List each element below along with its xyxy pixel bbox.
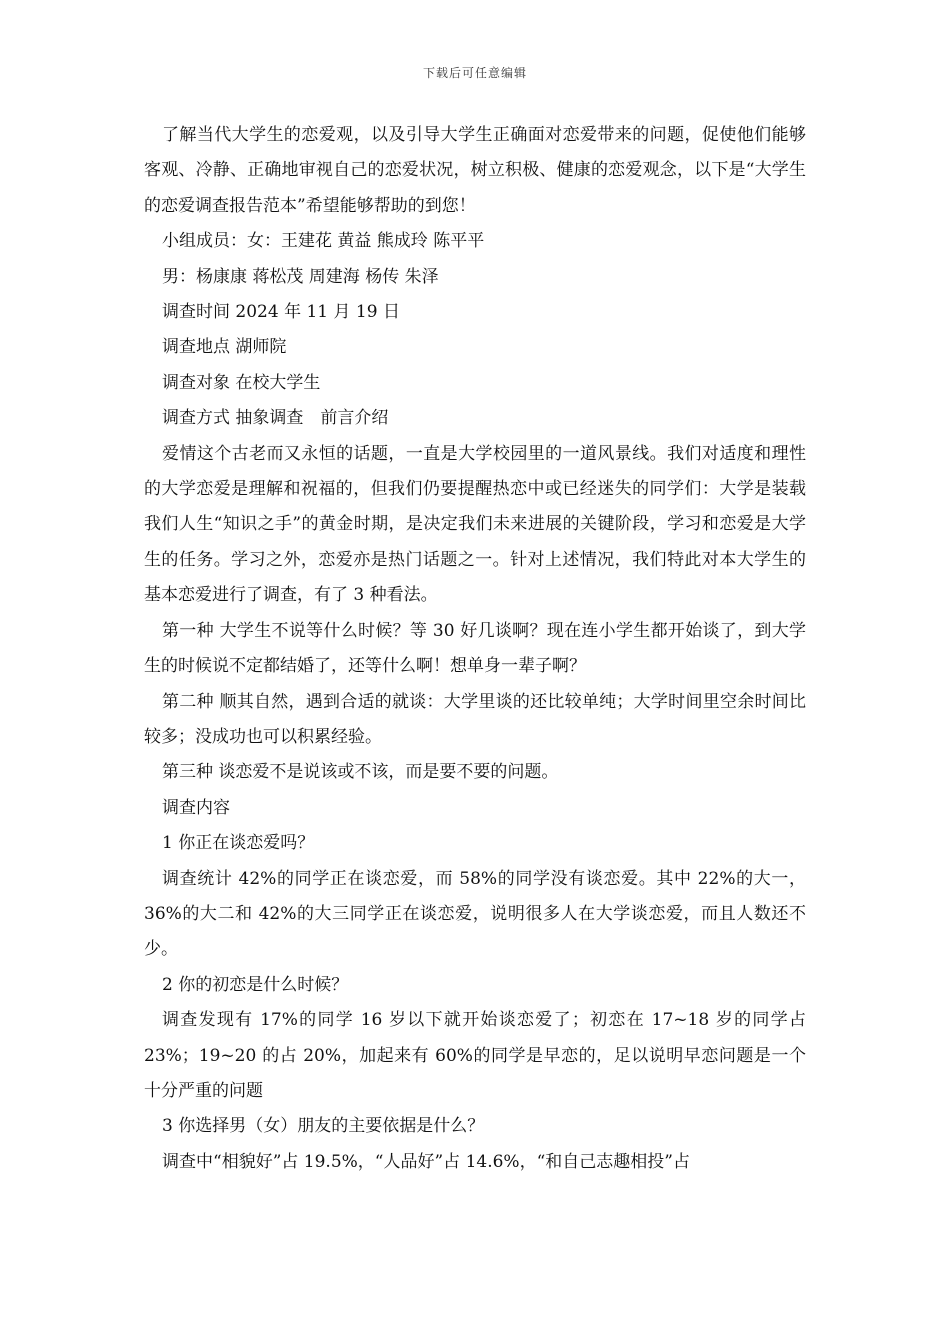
question-three: 3 你选择男（女）朋友的主要依据是什么？ — [162, 1116, 485, 1137]
group-members-male: 男：杨康康 蒋松茂 周建海 杨传 朱泽 — [162, 266, 439, 287]
question-two: 2 你的初恋是什么时候？ — [162, 974, 349, 995]
opinion-one: 第一种 大学生不说等什么时候？等 30 好几谈啊？现在连小学生都开始谈了，到大学生的时候说不定都结婚了，还等什么啊！想单身一辈子啊？ — [144, 620, 806, 677]
group-members-female: 小组成员：女：王建花 黄益 熊成玲 陈平平 — [162, 231, 485, 252]
opinion-two: 第二种 顺其自然，遇到合适的就谈：大学里谈的还比较单纯；大学时间里空余时间比较多；没成功也可以积累经验。 — [144, 691, 806, 747]
survey-location: 调查地点 湖师院 — [162, 337, 287, 358]
intro-paragraph: 了解当代大学生的恋爱观，以及引导大学生正确面对恋爱带来的问题，促使他们能够客观、冷静、正确地审视自己的恋爱状况，树立积极、健康的恋爱观念，以下是“大学生的恋爱调查报告范本”希望能够帮助的到您！ — [144, 125, 806, 216]
document-body — [144, 118, 806, 1180]
opinion-three: 第三种 谈恋爱不是说该或不该，而是要不要的问题。 — [162, 762, 559, 783]
survey-subject: 调查对象 在校大学生 — [162, 372, 321, 393]
answer-one: 调查统计 42%的同学正在谈恋爱，而 58%的同学没有谈恋爱。其中 22%的大一，36%的大二和 42%的大三同学正在谈恋爱，说明很多人在大学谈恋爱，而且人数还不少。 — [144, 868, 806, 960]
page-header: 下载后可任意编辑 — [422, 66, 527, 80]
preface-paragraph: 爱情这个古老而又永恒的话题，一直是大学校园里的一道风景线。我们对适度和理性的大学恋爱是理解和祝福的，但我们仍要提醒热恋中或已经迷失的同学们：大学是装载我们人生“知识之手”的黄金时期，是决定我们未来进展的关键阶段，学习和恋爱是大学生的任务。学习之外，恋爱亦是热门话题之一。针对上述情况，我们特此对本大学生的基本恋爱进行了调查，有了 3 种看法。 — [144, 443, 806, 606]
answer-two: 调查发现有 17%的同学 16 岁以下就开始谈恋爱了；初恋在 17~18 岁的同学占 23%；19~20 的占 20%，加起来有 60%的同学是早恋的，足以说明早恋问题是一个十分严重的问题 — [144, 1010, 806, 1101]
survey-method: 调查方式 抽象调查 前言介绍 — [162, 408, 389, 429]
survey-content-heading: 调查内容 — [162, 797, 230, 818]
answer-three: 调查中“相貌好”占 19.5%，“人品好”占 14.6%，“和自己志趣相投”占 — [162, 1151, 690, 1172]
question-one: 1 你正在谈恋爱吗？ — [162, 833, 315, 854]
survey-time: 调查时间 2024 年 11 月 19 日 — [162, 302, 400, 323]
